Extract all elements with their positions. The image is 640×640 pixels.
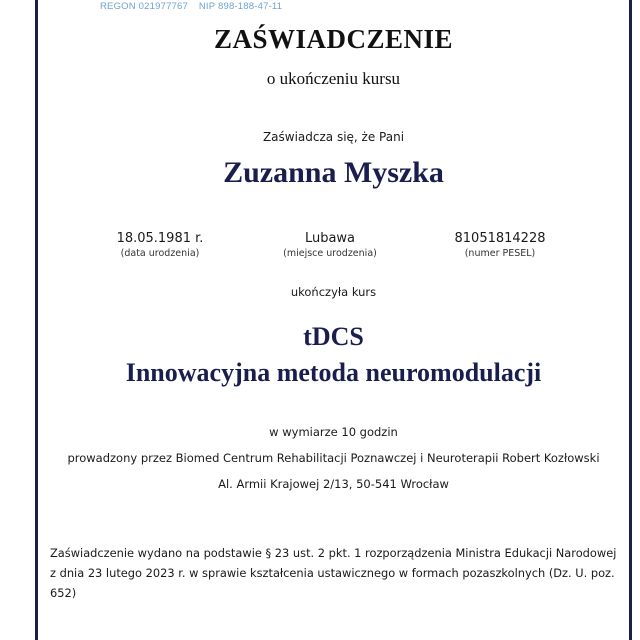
course-provider: prowadzony przez Biomed Centrum Rehabilitacji Poznawczej i Neuroterapii Robert Kozłowski bbox=[67, 451, 600, 465]
birth-date-value: 18.05.1981 r. bbox=[116, 231, 204, 246]
intro-text: Zaświadcza się, że Pani bbox=[262, 130, 405, 144]
birth-date-block bbox=[100, 231, 220, 259]
pesel-value: 81051814228 bbox=[454, 231, 546, 246]
stamp-regon: REGON 021977767 bbox=[100, 1, 189, 12]
recipient-name: Zuzanna Myszka bbox=[223, 156, 444, 189]
frame-border-left bbox=[35, 0, 38, 640]
course-duration: w wymiarze 10 godzin bbox=[269, 425, 398, 439]
frame-border-right bbox=[629, 0, 632, 640]
birth-date-label: (data urodzenia) bbox=[120, 248, 200, 259]
provider-address: Al. Armii Krajowej 2/13, 50-541 Wrocław bbox=[218, 477, 449, 491]
course-name-short: tDCS bbox=[303, 322, 364, 351]
company-stamp bbox=[100, 1, 290, 12]
birth-place-value: Lubawa bbox=[304, 231, 356, 246]
legal-basis: Zaświadczenie wydano na podstawie § 23 ust. 2 pkt. 1 rozporządzenia Ministra Edukacji Narodowej z dnia 23 lutego 2023 r. w sprawie kształcenia ustawicznego w formach pozaszkolnych (Dz. U. poz. 652) bbox=[50, 546, 617, 600]
pesel-label: (numer PESEL) bbox=[464, 248, 536, 259]
certificate-title: ZAŚWIADCZENIE bbox=[213, 24, 454, 54]
certificate-subtitle: o ukończeniu kursu bbox=[266, 69, 401, 88]
pesel-block bbox=[440, 231, 560, 259]
stamp-nip: NIP 898-188-47-11 bbox=[198, 1, 283, 12]
completed-text: ukończyła kurs bbox=[290, 285, 377, 299]
birth-place-block bbox=[270, 231, 390, 259]
birth-place-label: (miejsce urodzenia) bbox=[283, 248, 377, 259]
course-name-full: Innowacyjna metoda neuromodulacji bbox=[125, 358, 542, 387]
